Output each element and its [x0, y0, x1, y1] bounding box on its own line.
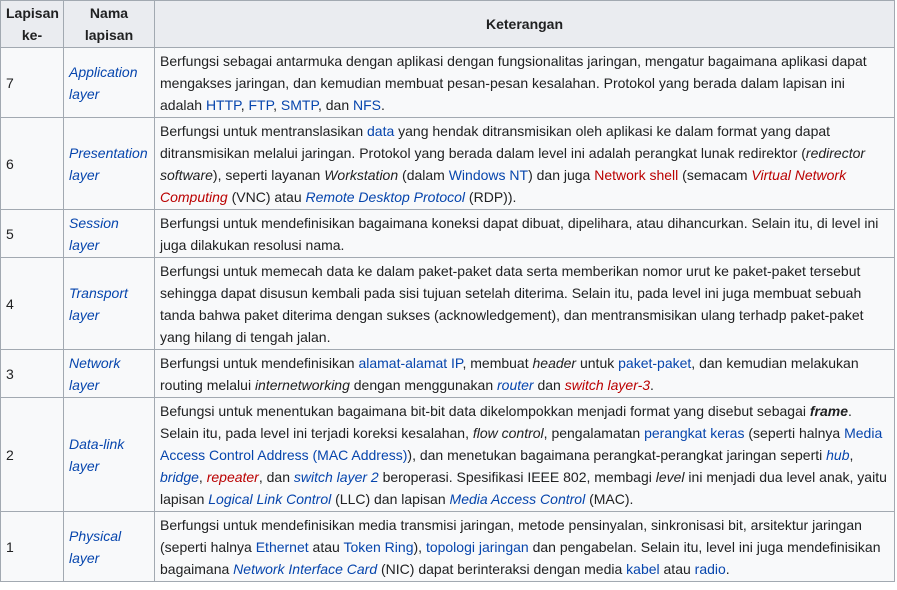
- description-text: ), seperti layanan: [212, 166, 325, 183]
- description-link[interactable]: switch layer-3: [564, 376, 651, 393]
- description-text: ) dan juga: [528, 166, 595, 183]
- description-link[interactable]: Remote Desktop Protocol: [305, 188, 466, 205]
- description-link[interactable]: NFS: [353, 96, 382, 113]
- layer-name-cell: [64, 118, 155, 210]
- table-row: [1, 210, 895, 258]
- description-text: ), dan menetukan bagaimana perangkat-perangkat jaringan seperti: [407, 446, 827, 463]
- layer-description: [155, 398, 895, 512]
- header-description[interactable]: Keterangan: [155, 1, 895, 48]
- layer-number: 6: [1, 118, 64, 210]
- description-link[interactable]: hub: [826, 446, 850, 463]
- description-link[interactable]: repeater: [206, 468, 259, 485]
- description-text: , dan: [317, 96, 354, 113]
- description-text: atau: [308, 538, 344, 555]
- layer-name-cell: [64, 48, 155, 118]
- header-layer-name[interactable]: Nama lapisan: [64, 1, 155, 48]
- layer-name-link[interactable]: Session layer: [69, 214, 119, 253]
- description-link[interactable]: perangkat keras: [644, 424, 745, 441]
- layer-name-link[interactable]: Network layer: [69, 354, 121, 393]
- layer-number: 3: [1, 350, 64, 398]
- layer-number: 2: [1, 398, 64, 512]
- description-text: (MAC).: [585, 490, 634, 507]
- description-text: ,: [849, 446, 854, 463]
- table-body: [1, 48, 895, 582]
- description-link[interactable]: topologi jaringan: [425, 538, 529, 555]
- table-header-row: [1, 1, 895, 48]
- description-link[interactable]: router: [497, 376, 534, 393]
- layer-name-cell: [64, 210, 155, 258]
- description-text: Berfungsi sebagai antarmuka dengan aplikasi dengan fungsionalitas jaringan, mengatur bagaimana aplikasi dapat mengakses jaringan, dan kemudian membuat pesan-pesan kesalahan. Protokol yang berada dalam lapisan ini adalah: [160, 52, 867, 113]
- description-link[interactable]: Token Ring: [343, 538, 414, 555]
- layer-name-link[interactable]: Transport layer: [69, 284, 128, 323]
- description-link[interactable]: data: [367, 122, 395, 139]
- description-text: , dan kemudian melakukan routing melalui: [160, 354, 859, 393]
- description-text: level: [655, 468, 685, 485]
- table-row: [1, 512, 895, 582]
- description-text: (semacam: [678, 166, 752, 183]
- description-text: Berfungsi untuk memecah data ke dalam paket-paket data serta memberikan nomor urut ke paket-paket tersebut sehingga dapat disusun kembali pada sisi tujuan setelah diterima. Selain itu, pada level ini juga membuat sebuah tanda bahwa paket diterima dengan sukses (acknowledgement), dan mentransmisikan ulang terhadp paket-paket yang hilang di tengah jalan.: [160, 262, 864, 345]
- table-row: [1, 350, 895, 398]
- header-layer-number[interactable]: Lapisan ke-: [1, 1, 64, 48]
- layer-name-cell: [64, 512, 155, 582]
- description-text: yang hendak ditransmisikan oleh aplikasi ke dalam format yang dapat ditransmisikan melalui jaringan. Protokol yang berada dalam level ini adalah perangkat lunak redirektor (: [160, 122, 831, 161]
- description-text: .: [650, 376, 654, 393]
- description-text: frame: [809, 402, 848, 419]
- description-text: dan: [533, 376, 565, 393]
- description-text: header: [532, 354, 577, 371]
- layer-description: [155, 210, 895, 258]
- description-text: (LLC) dan lapisan: [331, 490, 450, 507]
- layer-description: [155, 258, 895, 350]
- description-link[interactable]: SMTP: [280, 96, 318, 113]
- description-text: Workstation: [324, 166, 399, 183]
- layer-description: [155, 512, 895, 582]
- description-link[interactable]: HTTP: [205, 96, 241, 113]
- layer-description: [155, 118, 895, 210]
- description-text: ini menjadi dua level anak, yaitu lapisan: [160, 468, 887, 507]
- table-row: [1, 118, 895, 210]
- description-text: flow control: [472, 424, 544, 441]
- description-text: (NIC) dapat berinteraksi dengan media: [377, 560, 627, 577]
- layer-name-cell: [64, 398, 155, 512]
- description-text: internetworking: [254, 376, 350, 393]
- description-text: atau: [659, 560, 695, 577]
- description-text: . Selain itu, pada level ini terjadi koreksi kesalahan,: [160, 402, 852, 441]
- description-text: ,: [198, 468, 207, 485]
- layer-name-cell: [64, 258, 155, 350]
- layer-description: [155, 350, 895, 398]
- description-text: , pengalamatan: [543, 424, 645, 441]
- description-link[interactable]: Media Access Control: [449, 490, 586, 507]
- description-text: untuk: [576, 354, 619, 371]
- description-text: .: [725, 560, 730, 577]
- layer-number: 4: [1, 258, 64, 350]
- description-link[interactable]: kabel: [626, 560, 660, 577]
- table-row: [1, 258, 895, 350]
- layer-name-link[interactable]: Application layer: [69, 63, 138, 102]
- description-text: beroperasi. Spesifikasi IEEE 802, membagi: [378, 468, 656, 485]
- description-link[interactable]: radio: [694, 560, 726, 577]
- description-text: (RDP)).: [465, 188, 517, 205]
- description-text: , dan: [258, 468, 294, 485]
- layer-name-cell: [64, 350, 155, 398]
- description-link[interactable]: Windows NT: [448, 166, 529, 183]
- description-text: ,: [273, 96, 281, 113]
- description-link[interactable]: Ethernet: [255, 538, 309, 555]
- table-row: [1, 48, 895, 118]
- description-text: (VNC) atau: [227, 188, 306, 205]
- description-text: .: [381, 96, 385, 113]
- layer-name-link[interactable]: Physical layer: [69, 527, 122, 566]
- description-text: , membuat: [462, 354, 533, 371]
- description-link[interactable]: Logical Link Control: [208, 490, 332, 507]
- description-link[interactable]: FTP: [248, 96, 274, 113]
- description-text: redirector software: [160, 144, 866, 183]
- description-text: Berfungsi untuk mendefinisikan media transmisi jaringan, metode pensinyalan, sinkronisasi bit, arsitektur jaringan (seperti halnya: [160, 516, 862, 555]
- layer-number: 5: [1, 210, 64, 258]
- description-link[interactable]: paket-paket: [618, 354, 692, 371]
- description-text: ),: [413, 538, 426, 555]
- description-link[interactable]: Media Access Control Address (MAC Address): [160, 424, 883, 463]
- description-link[interactable]: switch layer 2: [293, 468, 379, 485]
- layer-name-link[interactable]: Presentation layer: [69, 144, 148, 183]
- layer-number: 7: [1, 48, 64, 118]
- description-text: Berfungsi untuk mendefinisikan bagaimana koneksi dapat dibuat, dipelihara, atau dihancurkan. Selain itu, di level ini juga dilakukan resolusi nama.: [160, 214, 879, 253]
- description-link[interactable]: bridge: [160, 468, 199, 485]
- layer-description: [155, 48, 895, 118]
- layer-name-link[interactable]: Data-link layer: [69, 435, 125, 474]
- description-text: Befungsi untuk menentukan bagaimana bit-bit data dikelompokkan menjadi format yang disebut sebagai: [160, 402, 810, 419]
- description-link[interactable]: Virtual Network Computing: [160, 166, 847, 205]
- description-text: ,: [240, 96, 249, 113]
- table-row: [1, 398, 895, 512]
- description-text: Berfungsi untuk mentranslasikan: [160, 122, 367, 139]
- description-text: (dalam: [398, 166, 449, 183]
- description-text: Berfungsi untuk mendefinisikan: [160, 354, 359, 371]
- description-link[interactable]: Network shell: [594, 166, 679, 183]
- description-text: (seperti halnya: [744, 424, 845, 441]
- description-link[interactable]: Network Interface Card: [233, 560, 378, 577]
- description-link[interactable]: alamat-alamat IP: [358, 354, 463, 371]
- layer-number: 1: [1, 512, 64, 582]
- description-text: dengan menggunakan: [349, 376, 497, 393]
- description-text: dan pengabelan. Selain itu, level ini juga mendefinisikan bagaimana: [160, 538, 881, 577]
